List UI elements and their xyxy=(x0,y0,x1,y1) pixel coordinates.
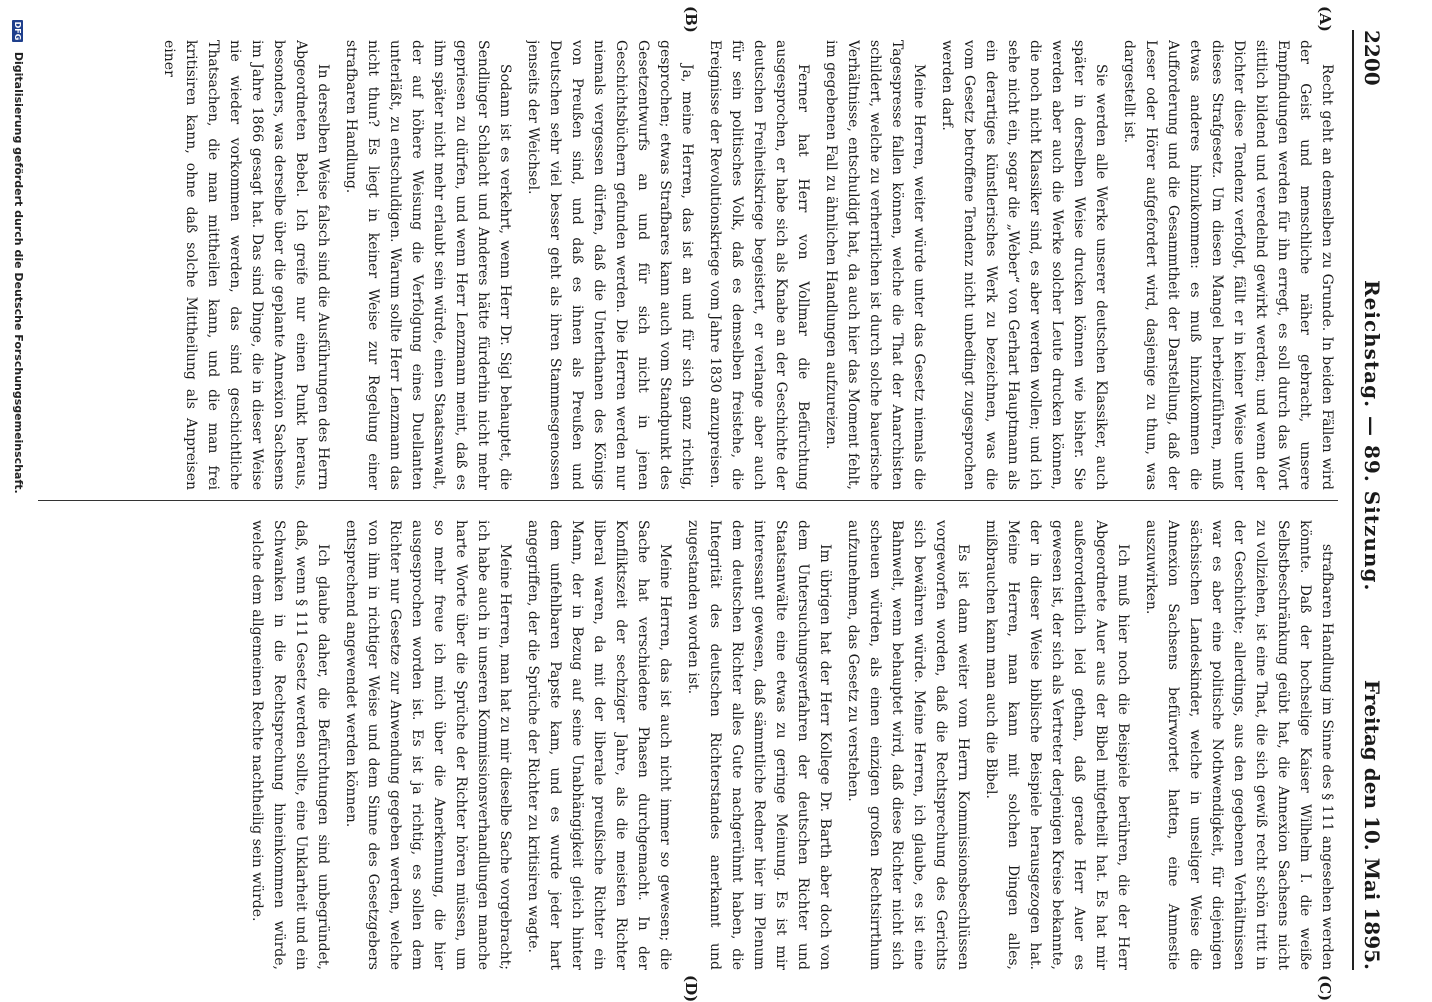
paragraph: Ich glaube daher, die Befürchtungen sind unbegründet, daß, wenn § 111 Gesetz werden sollte, eine Unklarheit und ein Schwanken in die Rechtsprechung hineinkommen würde, welche dem allgemeinen Rechte nachtheilig sein würde. xyxy=(249,520,331,970)
margin-marker-c: (C) xyxy=(1316,975,1334,1002)
page-header xyxy=(1352,30,1390,970)
date-heading: Freitag den 10. Mai 1895. xyxy=(1360,679,1384,970)
paragraph: strafbaren Handlung im Sinne des § 111 angesehen werden könnte. Daß der hochselige Kaiser Wilhelm I. die weiße Selbstbeschränkung geübt hat, die Annexion Sachsens nicht zu vollziehen, ist eine That, die sich gewiß recht schön tritt in der Geschichte; allerdings, aus den gegebenen Verhältnissen war es aber eine politische Nothwendigkeit, für diejenigen sächsischen Landeskinder, welche in unseliger Weise die Annexion Sachsens befürwortet hatten, eine Amnestie auszuwirken. xyxy=(1143,520,1335,970)
page-number: 2200 xyxy=(1360,30,1384,86)
paragraph: Meine Herren, man hat zu mir dieselbe Sache vorgebracht; ich habe auch in unseren Kommissionsverhandlungen manche harte Worte über die Sprüche der Richter hören müssen, um so mehr freue ich mich über die Anerkennung, die hier ausgesprochen worden ist. Es ist ja richtig, es sollen dem Richter nur Gesetze zur Anwendung gegeben werden, welche von ihm in richtiger Weise und dem Sinne des Gesetzgebers entsprechend angewendet werden können. xyxy=(343,520,513,970)
paragraph: Ja, meine Herren, das ist an und für sich ganz richtig, gesprochen; etwas Strafbares kann auch vom Standpunkt des Gesetzentwurfs an und für sich nicht in jenen Geschichtsbüchern gefunden werden. Die Herren werden nur niemals vergessen dürfen, daß die Unterthanen des Königs von Preußen sind, und daß es ihnen als Preußen und Deutschen sehr viel besser geht als ihren Stammesgenossen jenseits der Weichsel. xyxy=(525,40,695,490)
paragraph: Im übrigen hat der Herr Kollege Dr. Barth aber doch von dem Untersuchungsverfahren der deutschen Richter und Staatsanwälte eine etwas zu geringe Meinung. Es ist mir interessant gewesen, daß sämmtliche Redner hier im Plenum dem deutschen Richter alles Gute nachgerühmt haben, die Integrität des deutschen Richterstandes anerkannt und zugestanden worden ist. xyxy=(685,520,833,970)
margin-marker-d: (D) xyxy=(682,975,700,1002)
column-divider xyxy=(38,500,1338,501)
margin-marker-b: (B) xyxy=(682,6,700,33)
right-column xyxy=(38,520,1338,970)
paragraph: Ich muß hier noch die Beispiele berühren, die der Herr Abgeordnete Auer aus der Bibel mitgetheilt hat. Es hat mir außerordentlich leid gethan, daß gerade Herr Auer es gewesen ist, der sich als Vertreter derjenigen Kreise bekannte, der in dieser Weise biblische Beispiele herausgezogen hat. Meine Herren, man kann mit solchen Dingen alles, mißbrauchen kann man auch die Bibel. xyxy=(983,520,1131,970)
running-head: Reichstag. — 89. Sitzung. xyxy=(1360,280,1384,592)
funding-note: Digitalisierung gefördert durch die Deutsche Forschungsgemeinschaft. xyxy=(12,51,25,494)
paragraph: Es ist dann weiter vom Herrn Kommissionsbeschlüssen vorgeworfen worden, daß die Rechtsprechung des Gerichts sich bewähren würde. Meine Herren, ich glaube, es ist eine Bahnwelt, wenn behauptet wird, daß diese Richter nicht sich scheuen würden, als einen einzigen großen Rechtsirrthum aufzunehmen, das Gesetz zu verstehen. xyxy=(845,520,971,970)
paragraph: Meine Herren, das ist auch nicht immer so gewesen; die Sache hat verschiedene Phasen durchgemacht. In der Konfliktszeit der sechziger Jahre, als die meisten Richter liberal waren, da mit der liberale preußische Richter ein Mann, der in Bezug auf seine Unabhängigkeit gleich hinter dem unfehlbaren Papste kam, und es wurde jeder hart angegriffen, der die Sprüche der Richter zu kritisiren wagte. xyxy=(525,520,673,970)
left-column xyxy=(38,40,1338,490)
digitization-footer xyxy=(5,20,25,980)
paragraph: Sie werden alle Werke unserer deutschen Klassiker, auch später in derselben Weise drucken können wie bisher. Sie werden aber auch die Werke solcher Leute drucken können, die noch nicht Klassiker sind, es aber werden wollen; und ich sehe nicht ein, sogar die „Weber“ von Gerhart Hauptmann als ein derartiges künstlerisches Werk zu bezeichnen, was die vom Gesetz betroffene Tendenz nicht unbedingt zugesprochen werden darf. xyxy=(939,40,1109,490)
paragraph: Sodann ist es verkehrt, wenn Herr Dr. Sigl behauptet, die Sendlinger Schlacht und Anderes hätte fürderhin nicht mehr gepriesen zu dürfen, und wenn Herr Lenzmann meint, daß es ihm später nicht mehr erlaubt sein würde, einen Staatsanwalt, der auf höhere Weisung die Verfolgung eines Duellanten unterläßt, zu entschuldigen. Warum sollte Herr Lenzmann das nicht thun? Es liegt in keiner Weise zur Regelung einer strafbaren Handlung. xyxy=(343,40,513,490)
paragraph: Meine Herren, weiter würde unter das Gesetz niemals die Tagespresse fallen können, welche die That der Anarchisten schildert, welche zu verherrlichen ist durch solche bauerische Verhältnisse, entschuldigt hat, da auch hier das Moment fehlt, im gegebenen Fall zu ähnlichen Handlungen aufzureizen. xyxy=(823,40,927,490)
dfg-logo-icon: DFG xyxy=(13,21,23,41)
paragraph: In derselben Weise falsch sind die Ausführungen des Herrn Abgeordneten Bebel. Ich greife nur einen Punkt heraus, besonders, was derselbe über die geplante Annexion Sachsens im Jahre 1866 gesagt hat. Das sind Dinge, die in dieser Weise nie wieder vorkommen werden, das sind geschichtliche Thatsachen, die man mittheilen kann, und die man frei kritisiren kann, ohne daß solche Mittheilung als Anpreisen einer xyxy=(161,40,331,490)
margin-marker-a: (A) xyxy=(1316,6,1334,32)
paragraph: Ferner hat Herr von Vollmar die Befürchtung ausgesprochen, er habe sich als Knabe an der Geschichte der deutschen Freiheitskriege begeistert, er verlange aber auch für sein politisches Volk, daß es demselben freistehe, die Ereignisse der Revolutionskriege vom Jahre 1830 anzupreisen. xyxy=(707,40,811,490)
paragraph: Recht geht an demselben zu Grunde. In beiden Fällen wird der Geist und menschliche näher gebracht, unsere Empfindungen werden für ihn erregt, es soll durch das Wort sittlich bildend und veredelnd gewirkt werden; und wenn der Dichter diese Tendenz verfolgt, fällt er in keiner Weise unter dieses Strafgesetz. Um diesen Mangel herbeizuführen, muß etwas anderes hinzukommen: es muß hinzukommen die Aufforderung und die Gesammtheit der Darstellung, daß der Leser oder Hörer aufgefordert wird, dasjenige zu thun, was dargestellt ist. xyxy=(1121,40,1335,490)
